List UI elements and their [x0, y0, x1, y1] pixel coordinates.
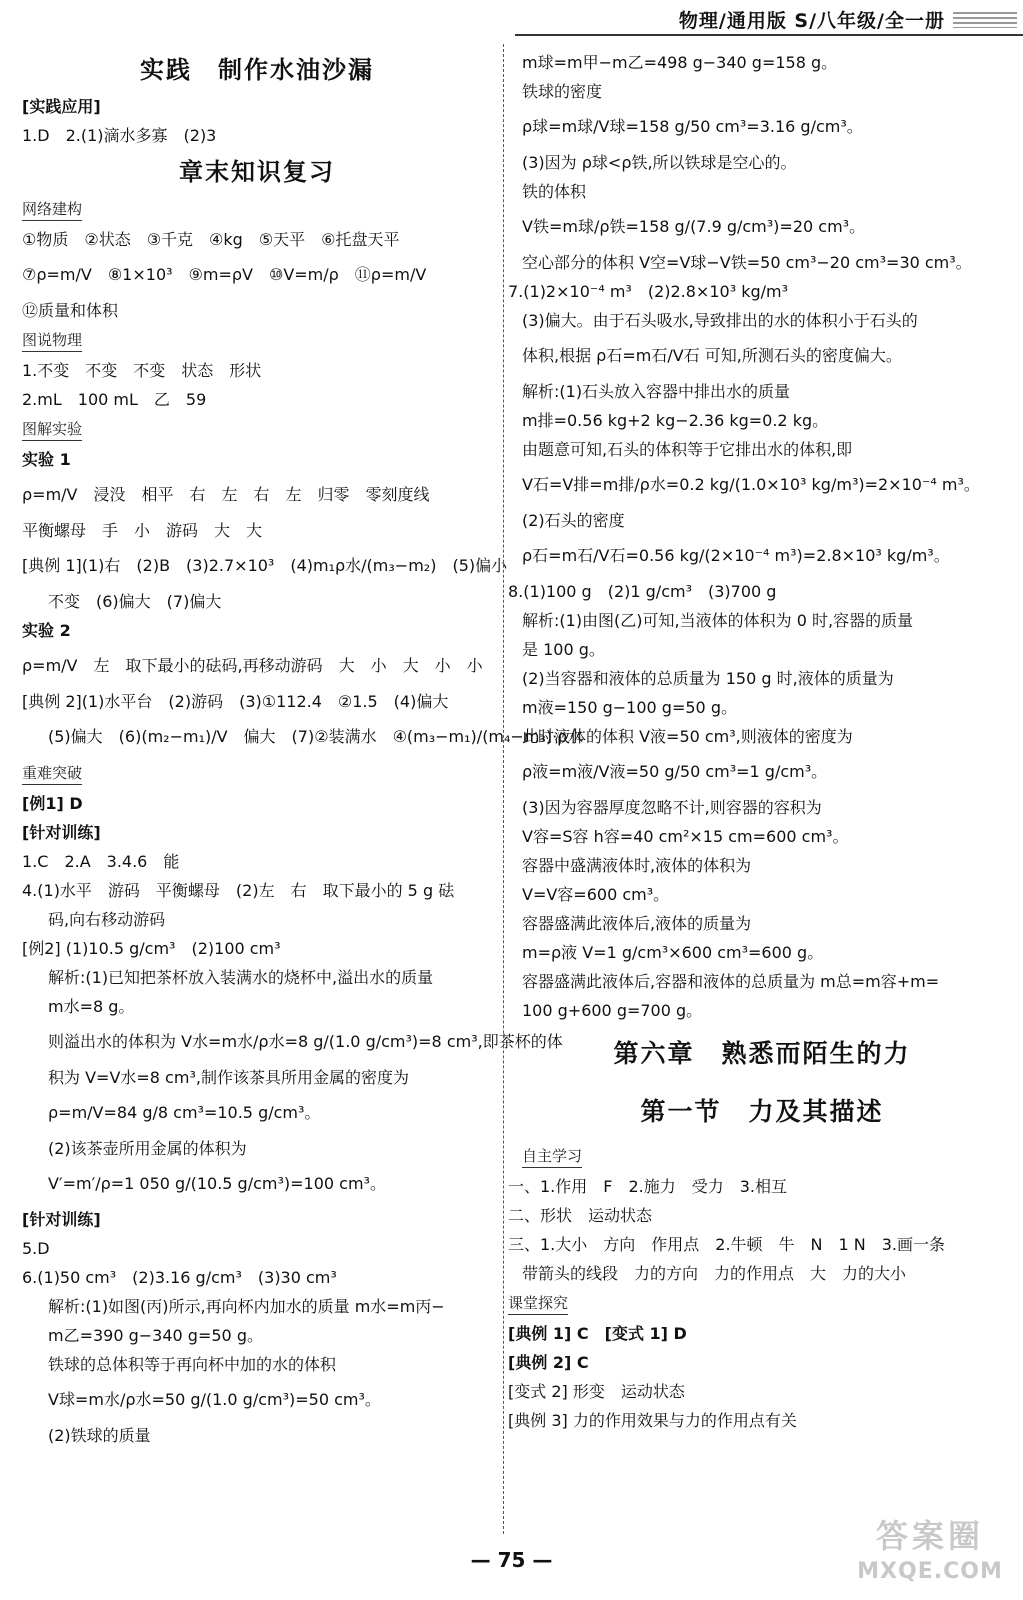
text-line: 解析:(1)如图(丙)所示,再向杯内加水的质量 m水=m丙−: [48, 1297, 445, 1316]
text-line: 1.D 2.(1)滴水多寡 (2)3: [22, 126, 217, 145]
text-line: 平衡螺母 手 小 游码 大 大: [22, 521, 263, 540]
text-line: ①物质 ②状态 ③千克 ④kg ⑤天平 ⑥托盘天平: [22, 230, 400, 249]
column-divider: [503, 44, 504, 1534]
page-number: — 75 —: [470, 1548, 553, 1572]
watermark-logo: [845, 1514, 1015, 1594]
text-line: 容器盛满此液体后,容器和液体的总质量为 m总=m容+m=: [522, 972, 940, 991]
formula-line: ρ=m/V 左 取下最小的砝码,再移动游码 大 小 大 小 小: [22, 656, 483, 675]
section-tag: [22, 194, 492, 225]
text-line: 4.(1)水平 游码 平衡螺母 (2)左 右 取下最小的 5 g 砝: [22, 881, 455, 900]
formula-line: V铁=m球/ρ铁=158 g/(7.9 g/cm³)=20 cm³。: [522, 217, 866, 236]
text-line: ⑫质量和体积: [22, 301, 119, 320]
text-line: [典例 2](1)水平台 (2)游码 (3)①112.4 ②1.5 (4)偏大: [22, 692, 449, 711]
chapter-heading: 第六章 熟悉而陌生的力: [613, 1039, 911, 1068]
formula-line: V球=m水/ρ水=50 g/(1.0 g/cm³)=50 cm³。: [48, 1390, 381, 1409]
text-line: (3)因为容器厚度忽略不计,则容器的容积为: [522, 798, 822, 817]
text-line: 解析:(1)石头放入容器中排出水的质量: [522, 382, 791, 401]
text-line: m液=150 g−100 g=50 g。: [522, 698, 737, 717]
text-line: 不变 (6)偏大 (7)偏大: [48, 592, 222, 611]
formula-line: (5)偏大 (6)(m₂−m₁)/V 偏大 (7)②装满水 ④(m₃−m₁)/(m₄−m₃)·ρ水: [48, 727, 584, 746]
text-line: 实验 1: [22, 450, 71, 469]
section-tag-label: 自主学习: [522, 1145, 582, 1168]
text-line: 容器中盛满液体时,液体的体积为: [522, 856, 752, 875]
text-line: 容器盛满此液体后,液体的质量为: [522, 914, 752, 933]
formula-line: V′=m′/ρ=1 050 g/(10.5 g/cm³)=100 cm³。: [48, 1174, 386, 1193]
text-line: V容=S容 h容=40 cm²×15 cm=600 cm³。: [522, 827, 849, 846]
formula-line: ρ石=m石/V石=0.56 kg/(2×10⁻⁴ m³)=2.8×10³ kg/m³。: [522, 546, 950, 565]
text-line: 7.(1)2×10⁻⁴ m³ (2)2.8×10³ kg/m³: [508, 282, 789, 301]
text-line: 2.mL 100 mL 乙 59: [22, 390, 207, 409]
text-line: 是 100 g。: [522, 640, 605, 659]
page-header: [0, 0, 1023, 38]
text-line: 由题意可知,石头的体积等于它排出水的体积,即: [522, 440, 853, 459]
text-line: m乙=390 g−340 g=50 g。: [48, 1326, 263, 1345]
formula-line: ρ球=m球/V球=158 g/50 cm³=3.16 g/cm³。: [522, 117, 863, 136]
text-line: 铁的体积: [522, 182, 587, 201]
text-line: m排=0.56 kg+2 kg−2.36 kg=0.2 kg。: [522, 411, 829, 430]
section-tag: [22, 325, 492, 356]
text-line: [针对训练]: [22, 1210, 101, 1229]
formula-line: 则溢出水的体积为 V水=m水/ρ水=8 g/(1.0 g/cm³)=8 cm³,即茶杯的体: [48, 1032, 563, 1051]
text-line: 铁球的总体积等于再向杯中加的水的体积: [48, 1355, 337, 1374]
section-tag-label: 重难突破: [22, 762, 82, 785]
text-line: 此时液体的体积 V液=50 cm³,则液体的密度为: [522, 727, 853, 746]
text-line: (3)偏大。由于石头吸水,导致排出的水的体积小于石头的: [522, 311, 918, 330]
text-line: (2)石头的密度: [522, 511, 625, 530]
section-heading: 章末知识复习: [179, 157, 335, 186]
formula-line: V石=V排=m排/ρ水=0.2 kg/(1.0×10³ kg/m³)=2×10⁻⁴ m³。: [522, 475, 980, 494]
section-tag: [22, 758, 492, 789]
text-line: 三、1.大小 方向 作用点 2.牛顿 牛 N 1 N 3.画一条: [508, 1235, 946, 1254]
text-line: [实践应用]: [22, 97, 101, 116]
text-line: 5.D: [22, 1239, 50, 1258]
text-line: 带箭头的线段 力的方向 力的作用点 大 力的大小: [522, 1264, 907, 1283]
right-column: [508, 48, 1002, 1435]
text-line: 二、形状 运动状态: [508, 1206, 653, 1225]
text-line: m=ρ液 V=1 g/cm³×600 cm³=600 g。: [522, 943, 824, 962]
section-tag: [522, 1141, 1002, 1172]
text-line: (2)铁球的质量: [48, 1426, 151, 1445]
text-line: 铁球的密度: [522, 82, 603, 101]
formula-line: 体积,根据 ρ石=m石/V石 可知,所测石头的密度偏大。: [522, 346, 902, 365]
text-line: [典例 1] C [变式 1] D: [508, 1324, 687, 1343]
text-line: m水=8 g。: [48, 997, 135, 1016]
text-line: [典例 3] 力的作用效果与力的作用点有关: [508, 1411, 797, 1430]
watermark-text-en: MXQE.COM: [857, 1559, 1003, 1584]
section-tag: [22, 414, 492, 445]
section-tag-label: 网络建构: [22, 198, 82, 221]
section-tag: [508, 1288, 1002, 1319]
text-line: [例2] (1)10.5 g/cm³ (2)100 cm³: [22, 939, 281, 958]
chapter-heading: 第一节 力及其描述: [640, 1097, 884, 1126]
text-line: 解析:(1)已知把茶杯放入装满水的烧杯中,溢出水的质量: [48, 968, 434, 987]
text-line: [例1] D: [22, 794, 83, 813]
header-decoration: [953, 12, 1017, 28]
formula-line: [典例 1](1)右 (2)B (3)2.7×10³ (4)m₁ρ水/(m₃−m₂) (5)偏小: [22, 556, 508, 575]
text-line: 一、1.作用 F 2.施力 受力 3.相互: [508, 1177, 788, 1196]
text-line: (3)因为 ρ球<ρ铁,所以铁球是空心的。: [522, 153, 797, 172]
section-tag-label: 课堂探究: [508, 1292, 568, 1315]
formula-line: ρ=m/V 浸没 相平 右 左 右 左 归零 零刻度线: [22, 485, 430, 504]
text-line: 解析:(1)由图(乙)可知,当液体的体积为 0 时,容器的质量: [522, 611, 914, 630]
text-line: 1.不变 不变 不变 状态 形状: [22, 361, 262, 380]
text-line: 6.(1)50 cm³ (2)3.16 g/cm³ (3)30 cm³: [22, 1268, 337, 1287]
text-line: [变式 2] 形变 运动状态: [508, 1382, 685, 1401]
text-line: 1.C 2.A 3.4.6 能: [22, 852, 180, 871]
text-line: V=V容=600 cm³。: [522, 885, 670, 904]
watermark-text-cn: 答案圈: [875, 1517, 984, 1555]
section-tag-label: 图解实验: [22, 418, 82, 441]
text-line: 空心部分的体积 V空=V球−V铁=50 cm³−20 cm³=30 cm³。: [522, 253, 972, 272]
text-line: 积为 V=V水=8 cm³,制作该茶具所用金属的密度为: [48, 1068, 409, 1087]
formula-line: ⑦ρ=m/V ⑧1×10³ ⑨m=ρV ⑩V=m/ρ ⑪ρ=m/V: [22, 265, 427, 284]
text-line: [典例 2] C: [508, 1353, 589, 1372]
section-tag-label: 图说物理: [22, 329, 82, 352]
text-line: 实验 2: [22, 621, 71, 640]
header-title: 物理/通用版 S/八年级/全一册: [678, 10, 945, 32]
formula-line: ρ=m/V=84 g/8 cm³=10.5 g/cm³。: [48, 1103, 321, 1122]
formula-line: ρ液=m液/V液=50 g/50 cm³=1 g/cm³。: [522, 762, 828, 781]
section-heading: 实践 制作水油沙漏: [140, 55, 374, 84]
text-line: m球=m甲−m乙=498 g−340 g=158 g。: [522, 53, 838, 72]
text-line: 100 g+600 g=700 g。: [522, 1001, 703, 1020]
text-line: [针对训练]: [22, 823, 101, 842]
text-line: (2)当容器和液体的总质量为 150 g 时,液体的质量为: [522, 669, 894, 688]
text-line: 8.(1)100 g (2)1 g/cm³ (3)700 g: [508, 582, 777, 601]
text-line: (2)该茶壶所用金属的体积为: [48, 1139, 247, 1158]
text-line: 码,向右移动游码: [48, 910, 166, 929]
header-rule: [515, 34, 1023, 36]
